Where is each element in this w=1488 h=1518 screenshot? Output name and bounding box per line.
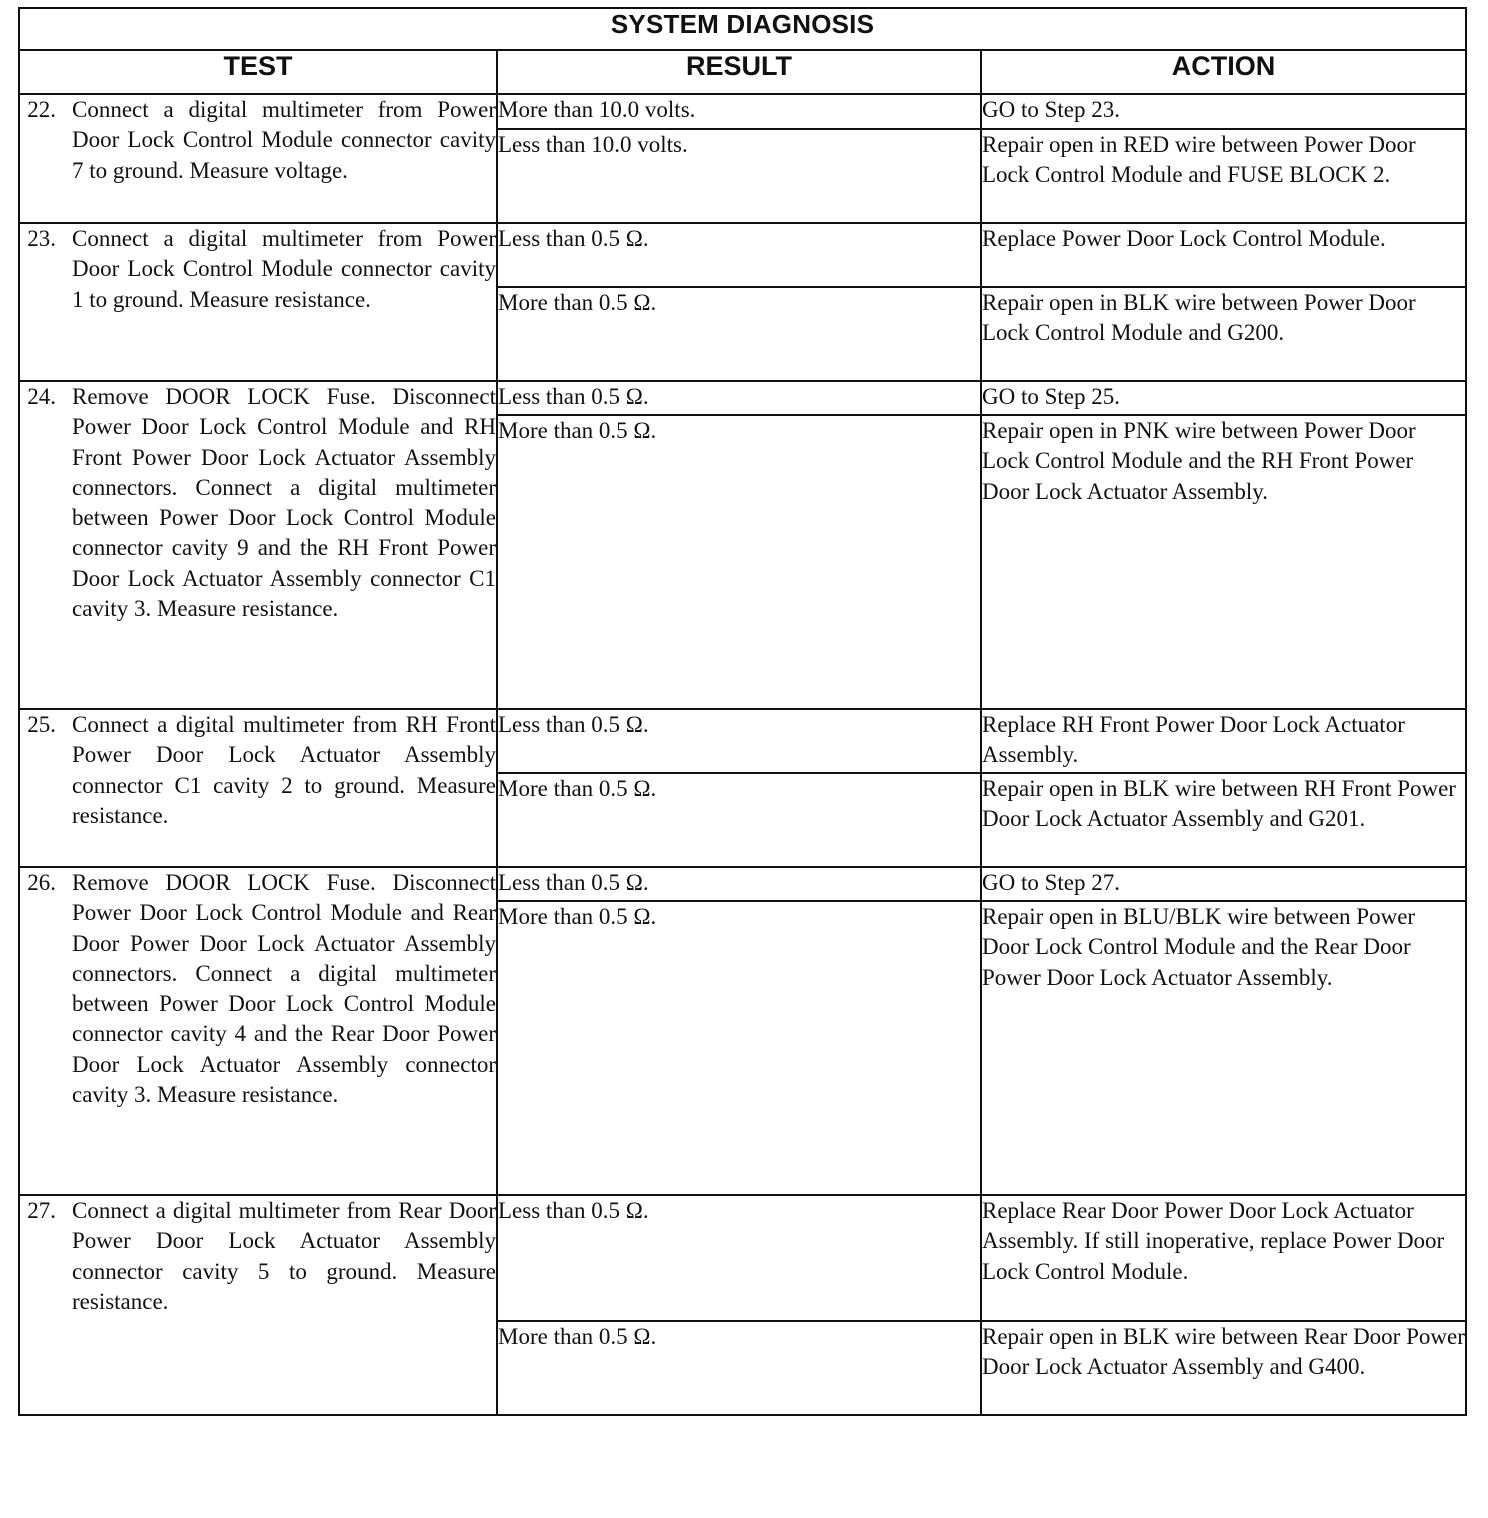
step-23-row-1 (19, 223, 1466, 287)
step-23-test (19, 223, 497, 381)
test-text: Connect a digital multimeter from RH Front Power Door Lock Actuator Assembly connector C1 cavity 2 to ground. Measure resistance. (72, 712, 496, 828)
table-title: SYSTEM DIAGNOSIS (19, 8, 1466, 50)
step-27-action-1: Replace Rear Door Power Door Lock Actuator Assembly. If still inoperative, replace Power Door Lock Control Module. (981, 1195, 1466, 1321)
test-text: Connect a digital multimeter from Power Door Lock Control Module connector cavity 1 to ground. Measure resistance. (72, 226, 496, 312)
step-24-action-2: Repair open in PNK wire between Power Door Lock Control Module and the RH Front Power Door Lock Actuator Assembly. (981, 415, 1466, 709)
header-action: ACTION (981, 50, 1466, 94)
header-result: RESULT (497, 50, 981, 94)
step-23-result-2: More than 0.5 Ω. (497, 287, 981, 381)
step-27-test (19, 1195, 497, 1415)
step-26-result-2: More than 0.5 Ω. (497, 901, 981, 1195)
step-24-result-2: More than 0.5 Ω. (497, 415, 981, 709)
step-number: 23. (27, 226, 56, 251)
step-number: 24. (27, 384, 56, 409)
step-23-action-1: Replace Power Door Lock Control Module. (981, 223, 1466, 287)
step-22-result-1: More than 10.0 volts. (497, 94, 981, 129)
step-number: 22. (27, 97, 56, 122)
test-text: Connect a digital multimeter from Rear Door Power Door Lock Actuator Assembly connector cavity 5 to ground. Measure resistance. (72, 1198, 496, 1314)
step-24-row-1 (19, 381, 1466, 415)
step-25-result-1: Less than 0.5 Ω. (497, 709, 981, 773)
test-text: Remove DOOR LOCK Fuse. Disconnect Power Door Lock Control Module and Rear Door Power Door Lock Actuator Assembly connectors. Connect a digital multimeter between Power Door Lock Control Module connector cavity 4 and the Rear Door Power Door Lock Actuator Assembly connector cavity 3. Measure resistance. (72, 870, 496, 1108)
step-number: 25. (27, 712, 56, 737)
step-25-action-1: Replace RH Front Power Door Lock Actuator Assembly. (981, 709, 1466, 773)
step-22-result-2: Less than 10.0 volts. (497, 129, 981, 223)
step-25-row-1 (19, 709, 1466, 773)
step-22-test (19, 94, 497, 223)
step-26-row-1 (19, 867, 1466, 901)
step-24-result-1: Less than 0.5 Ω. (497, 381, 981, 415)
step-24-action-1: GO to Step 25. (981, 381, 1466, 415)
step-number: 26. (27, 870, 56, 895)
step-22-row-1 (19, 94, 1466, 129)
step-27-result-2: More than 0.5 Ω. (497, 1321, 981, 1415)
test-text: Connect a digital multimeter from Power Door Lock Control Module connector cavity 7 to ground. Measure voltage. (72, 97, 496, 183)
step-27-row-1 (19, 1195, 1466, 1321)
step-number: 27. (27, 1198, 56, 1223)
step-25-result-2: More than 0.5 Ω. (497, 773, 981, 867)
step-26-result-1: Less than 0.5 Ω. (497, 867, 981, 901)
step-24-test (19, 381, 497, 709)
step-26-test (19, 867, 497, 1195)
header-test: TEST (19, 50, 497, 94)
system-diagnosis-table (18, 7, 1467, 1416)
step-25-action-2: Repair open in BLK wire between RH Front Power Door Lock Actuator Assembly and G201. (981, 773, 1466, 867)
step-26-action-2: Repair open in BLU/BLK wire between Power Door Lock Control Module and the Rear Door Power Door Lock Actuator Assembly. (981, 901, 1466, 1195)
step-23-result-1: Less than 0.5 Ω. (497, 223, 981, 287)
step-25-test (19, 709, 497, 867)
step-27-result-1: Less than 0.5 Ω. (497, 1195, 981, 1321)
step-23-action-2: Repair open in BLK wire between Power Door Lock Control Module and G200. (981, 287, 1466, 381)
step-26-action-1: GO to Step 27. (981, 867, 1466, 901)
test-text: Remove DOOR LOCK Fuse. Disconnect Power Door Lock Control Module and RH Front Power Door Lock Actuator Assembly connectors. Connect a digital multimeter between Power Door Lock Control Module connector cavity 9 and the RH Front Power Door Lock Actuator Assembly connector C1 cavity 3. Measure resistance. (72, 384, 496, 622)
step-27-action-2: Repair open in BLK wire between Rear Door Power Door Lock Actuator Assembly and G400. (981, 1321, 1466, 1415)
step-22-action-2: Repair open in RED wire between Power Door Lock Control Module and FUSE BLOCK 2. (981, 129, 1466, 223)
step-22-action-1: GO to Step 23. (981, 94, 1466, 129)
